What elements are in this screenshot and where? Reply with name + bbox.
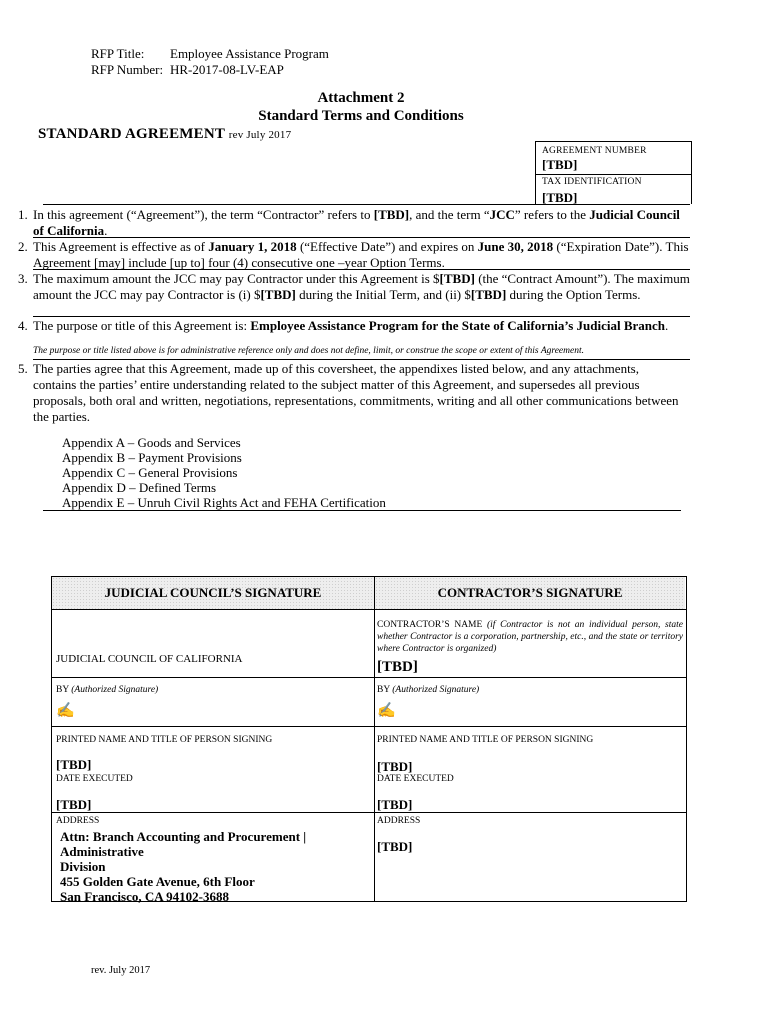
- attachment-heading: Attachment 2: [317, 90, 405, 106]
- contractor-address-value[interactable]: [TBD]: [377, 839, 413, 854]
- paragraph-3: [18, 271, 690, 303]
- footer-rev: rev. July 2017: [91, 965, 151, 976]
- address-line-5: San Francisco, CA 94102-3688: [60, 889, 229, 904]
- right-by-note: (Authorized Signature): [392, 685, 480, 695]
- right-signature-pen-icon[interactable]: ✍: [377, 703, 396, 719]
- rfp-title-label: RFP Title:: [91, 46, 145, 61]
- right-address-label: ADDRESS: [377, 816, 421, 826]
- paragraph-4-text: [33, 318, 708, 334]
- p2-effective-date: January 1, 2018: [208, 239, 297, 254]
- appendix-b: Appendix B – Payment Provisions: [62, 450, 242, 465]
- p3-contract-amount: [TBD]: [439, 271, 475, 286]
- p1-text-c: ” refers to the: [514, 207, 590, 222]
- p1-judicial-council: Judicial Council of California: [33, 207, 680, 238]
- left-address-label: ADDRESS: [56, 816, 100, 826]
- divider-4: [33, 316, 690, 317]
- p1-contractor-tbd: [TBD]: [373, 207, 410, 222]
- right-printed-name-label: PRINTED NAME AND TITLE OF PERSON SIGNING: [377, 735, 594, 745]
- address-line-2: Administrative: [60, 844, 144, 859]
- p4-text-a: The purpose or title of this Agreement is:: [33, 318, 251, 333]
- right-date-value[interactable]: [TBD]: [377, 797, 413, 812]
- p1-jcc-term: JCC: [489, 207, 515, 222]
- signature-table: [51, 576, 687, 902]
- judicial-council-name: JUDICIAL COUNCIL OF CALIFORNIA: [56, 653, 243, 665]
- paragraph-3-number: 3.: [18, 271, 28, 286]
- standard-agreement-rev: rev July 2017: [228, 129, 292, 141]
- rfp-number-label: RFP Number:: [91, 62, 164, 77]
- paragraph-1: [18, 207, 690, 239]
- paragraph-4: [18, 318, 708, 334]
- rfp-number-value: HR-2017-08-LV-EAP: [170, 62, 284, 77]
- paragraph-2: [18, 239, 690, 271]
- agreement-number-box: [535, 141, 692, 204]
- contractor-signature-header: CONTRACTOR’S SIGNATURE: [375, 577, 685, 609]
- divider-5: [33, 359, 690, 360]
- appendix-a: Appendix A – Goods and Services: [62, 435, 241, 450]
- signature-column-divider: [374, 577, 375, 901]
- p2-text-a: This Agreement is effective as of: [33, 239, 209, 254]
- left-signature-pen-icon[interactable]: ✍: [56, 703, 75, 719]
- p1-text-b: , and the term “: [409, 207, 490, 222]
- divider-6: [43, 510, 681, 511]
- divider-1: [43, 204, 690, 205]
- tax-id-value: [TBD]: [542, 190, 578, 204]
- agreement-box-divider: [536, 174, 691, 175]
- right-date-label: DATE EXECUTED: [377, 774, 454, 784]
- paragraph-5: [18, 361, 683, 425]
- p2-text-b: (“Effective Date”) and expires on: [296, 239, 478, 254]
- sig-row-rule-1: [52, 609, 686, 610]
- contractor-name-caption: CONTRACTOR’S NAME: [377, 620, 483, 630]
- address-line-1: Attn: Branch Accounting and Procurement |: [60, 829, 307, 844]
- rfp-title-value: Employee Assistance Program: [170, 46, 329, 61]
- agreement-number-value: [TBD]: [542, 157, 578, 172]
- sig-row-rule-4: [52, 812, 686, 813]
- left-by-caption: BY: [56, 685, 69, 695]
- p4-agreement-purpose: Employee Assistance Program for the State of California’s Judicial Branch: [250, 318, 665, 333]
- right-by-label: [377, 685, 479, 695]
- right-printed-name-value[interactable]: [TBD]: [377, 759, 413, 774]
- paragraph-1-text: [33, 207, 690, 239]
- address-line-3: Division: [60, 859, 106, 874]
- p1-text-d: .: [104, 223, 108, 238]
- tax-id-label: TAX IDENTIFICATION: [542, 177, 642, 187]
- contractor-name-note: (if Contractor is not an individual person, state whether Contractor is a corporation, partnership, etc., and the state or territory where Contractor is organized): [377, 620, 683, 654]
- paragraph-4-number: 4.: [18, 318, 28, 333]
- paragraph-5-number: 5.: [18, 361, 28, 376]
- p3-option-amount: [TBD]: [470, 287, 507, 302]
- sig-row-rule-2: [52, 677, 686, 678]
- paragraph-2-number: 2.: [18, 239, 28, 254]
- appendix-list: [62, 435, 562, 510]
- p1-text-a: In this agreement (“Agreement”), the term “Contractor” refers to: [33, 207, 374, 222]
- contractor-name-label: [377, 619, 683, 655]
- left-by-label: [56, 685, 158, 695]
- p2-text-c: (“Expiration Date”). This Agreement [may] include [up to] four (4) consecutive one –year Option Terms.: [33, 239, 689, 270]
- standard-agreement-title: STANDARD AGREEMENT: [38, 126, 225, 142]
- terms-heading: Standard Terms and Conditions: [258, 108, 464, 124]
- appendix-e: Appendix E – Unruh Civil Rights Act and FEHA Certification: [62, 495, 386, 510]
- agreement-number-label: AGREEMENT NUMBER: [542, 146, 647, 156]
- sig-row-rule-3: [52, 726, 686, 727]
- address-line-4: 455 Golden Gate Avenue, 6th Floor: [60, 874, 255, 889]
- left-by-note: (Authorized Signature): [71, 685, 159, 695]
- contractor-name-value: [TBD]: [377, 659, 418, 675]
- left-printed-name-value[interactable]: [TBD]: [56, 757, 92, 772]
- paragraph-5-text: The parties agree that this Agreement, made up of this coversheet, the appendixes listed below, and any attachments, contains the parties’ entire understanding related to the subject matter of this Agreement, and supersedes all previous proposals, both oral and written, negotiations, representations, commitments, writing and all other communications between the parties.: [33, 361, 679, 424]
- divider-2: [33, 237, 690, 238]
- p2-expiration-date: June 30, 2018: [477, 239, 554, 254]
- p3-text-a: The maximum amount the JCC may pay Contractor under this Agreement is $: [33, 271, 440, 286]
- right-by-caption: BY: [377, 685, 390, 695]
- p3-text-c: during the Initial Term, and (ii) $: [295, 287, 471, 302]
- p4-text-b: .: [665, 318, 669, 333]
- appendix-c: Appendix C – General Provisions: [62, 465, 238, 480]
- appendix-d: Appendix D – Defined Terms: [62, 480, 217, 495]
- purpose-note: The purpose or title listed above is for administrative reference only and does not define, limit, or construe the scope or extent of this Agreement.: [33, 346, 584, 356]
- paragraph-3-text: [33, 271, 690, 303]
- standard-agreement-label: [38, 126, 291, 143]
- judicial-council-address: [60, 829, 360, 904]
- paragraph-2-text: [33, 239, 690, 271]
- p3-text-b: (the “Contract Amount”). The maximum amount the JCC may pay Contractor is (i) $: [33, 271, 690, 302]
- left-printed-name-label: PRINTED NAME AND TITLE OF PERSON SIGNING: [56, 735, 273, 745]
- rfp-header: [91, 46, 391, 78]
- left-date-value[interactable]: [TBD]: [56, 797, 92, 812]
- divider-3: [33, 269, 690, 270]
- paragraph-1-number: 1.: [18, 207, 28, 222]
- left-date-label: DATE EXECUTED: [56, 774, 133, 784]
- judicial-signature-header: JUDICIAL COUNCIL’S SIGNATURE: [52, 577, 374, 609]
- p3-text-d: during the Option Terms.: [506, 287, 641, 302]
- p3-initial-amount: [TBD]: [260, 287, 296, 302]
